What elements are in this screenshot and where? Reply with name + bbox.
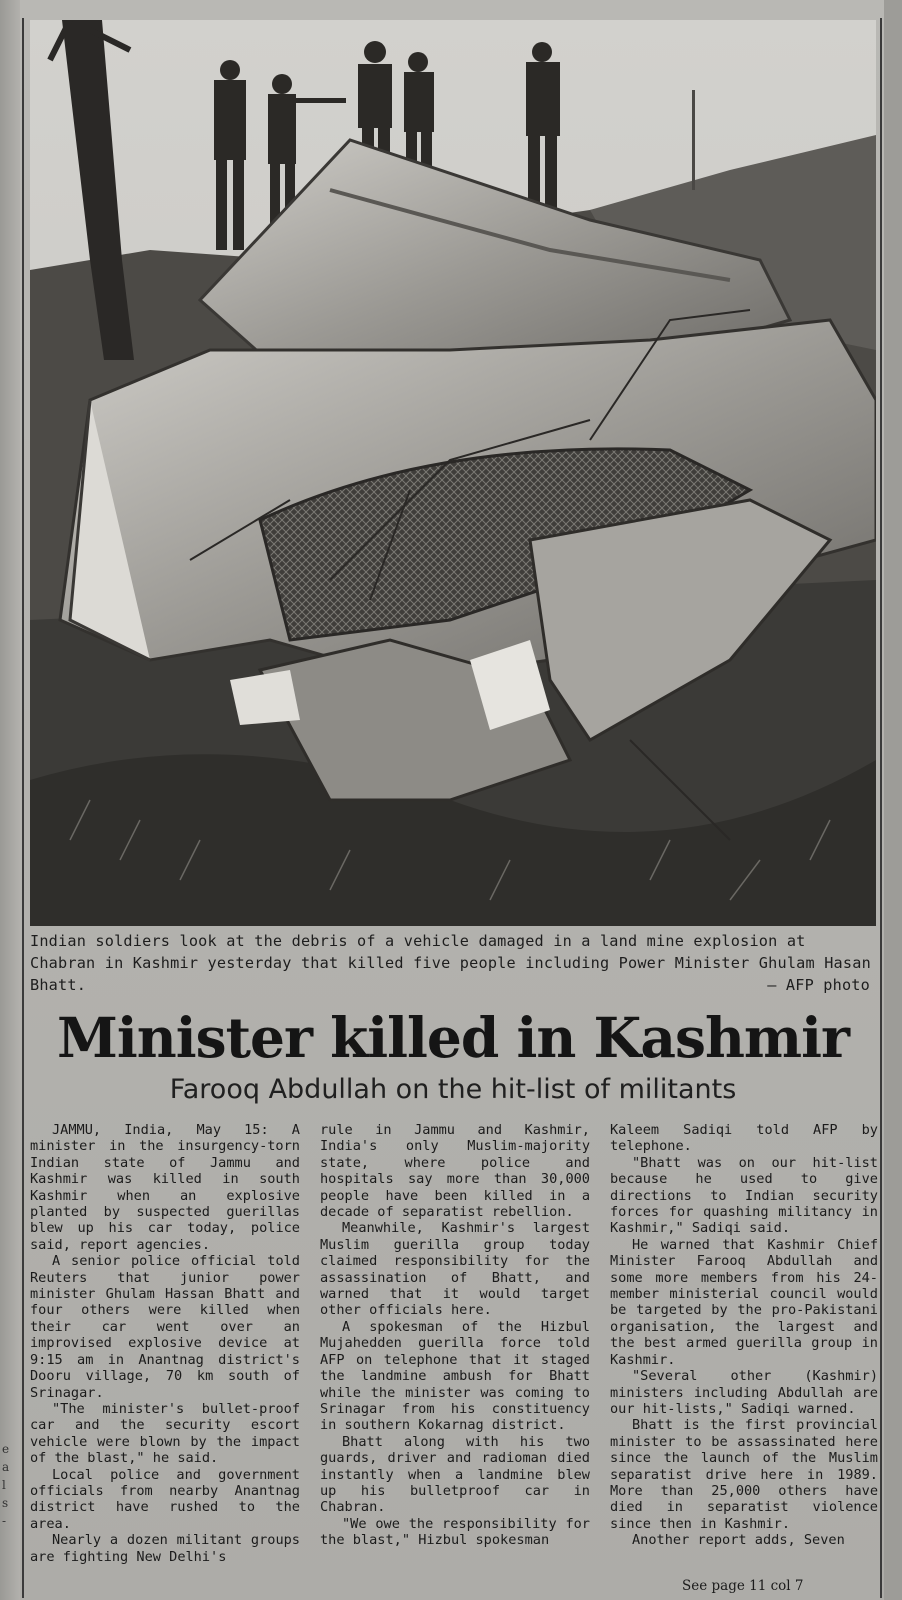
adjacent-page-edge — [0, 0, 20, 1600]
paragraph: Nearly a dozen militant groups are fighting New Delhi's — [30, 1532, 300, 1565]
photo-credit: — AFP photo — [767, 976, 870, 994]
edge-letter: l — [2, 1478, 6, 1492]
paragraph: JAMMU, India, May 15: A minister in the insurgency-torn Indian state of Jammu and Kashmir was killed in south Kashmir when an explosive planted by suspected guerillas blew up his car today, police said, report agencies. — [30, 1122, 300, 1253]
edge-letter: s — [2, 1496, 9, 1510]
edge-letter: - — [2, 1514, 7, 1528]
news-photo — [30, 20, 876, 926]
paragraph: A spokesman of the Hizbul Mujahedden guerilla force told AFP on telephone that it staged the landmine ambush for Bhatt while the minister was coming to Srinagar from his constituency in southern Kokarnag district. — [320, 1318, 590, 1434]
article-column-2 — [320, 1122, 590, 1549]
subheadline: Farooq Abdullah on the hit-list of militants — [169, 1074, 737, 1105]
article-column-3 — [610, 1122, 878, 1549]
caption-text: Indian soldiers look at the debris of a vehicle damaged in a land mine explosion at Chabran in Kashmir yesterday that killed five people including Power Minister Ghulam Hasan Bhatt. — [30, 932, 871, 994]
paragraph: Bhatt along with his two guards, driver and radioman died instantly when a landmine blew up his bulletproof car in Chabran. — [320, 1433, 590, 1516]
column-rule-left — [22, 18, 24, 1598]
paragraph: Another report adds, Seven — [632, 1532, 845, 1549]
edge-letter: a — [2, 1460, 10, 1474]
photo-caption — [30, 930, 876, 996]
paragraph: "Several other (Kashmir) ministers including Abdullah are our hit-lists," Sadiqi warned. — [610, 1368, 878, 1417]
headline: Minister killed in Kashmir — [56, 1005, 850, 1070]
paragraph: Kaleem Sadiqi told AFP by telephone. — [610, 1122, 878, 1155]
paragraph: He warned that Kashmir Chief Minister Farooq Abdullah and some more members from his 24-member ministerial council would be targeted by the pro-Pakistani organisation, the largest and the best armed guerilla group in Kashmir. — [610, 1236, 878, 1368]
adjacent-page-letters — [2, 1440, 16, 1530]
column-rule-right — [880, 18, 882, 1598]
article-column-1 — [30, 1122, 300, 1565]
paragraph: Bhatt is the first provincial minister to be assassinated here since the launch of the Muslim separatist drive here in 1989. More than 25,000 others have died in separatist violence since then in Kashmir. — [610, 1417, 878, 1532]
continuation-note[interactable]: See page 11 col 7 — [682, 1578, 804, 1594]
paragraph: Meanwhile, Kashmir's largest Muslim guerilla group today claimed responsibility for the assassination of Bhatt, and warned that it would target other officials here. — [320, 1220, 590, 1319]
paragraph: Local police and government officials from nearby Anantnag district have rushed to the area. — [30, 1466, 300, 1532]
wreckage-photo-illustration — [30, 20, 876, 926]
paragraph: "The minister's bullet-proof car and the security escort vehicle were blown by the impact of the blast," he said. — [30, 1400, 300, 1467]
paragraph: "We owe the responsibility for the blast," Hizbul spokesman — [320, 1515, 590, 1549]
paragraph: rule in Jammu and Kashmir, India's only Muslim-majority state, where police and hospitals say more than 30,000 people have been killed in a decade of separatist rebellion. — [320, 1122, 590, 1221]
page-edge-right — [884, 0, 902, 1600]
edge-letter: e — [2, 1442, 10, 1456]
paragraph: A senior police official told Reuters that junior power minister Ghulam Hassan Bhatt and four others were killed when their car went over an improvised explosive device at 9:15 am in Anantnag district's Dooru village, 70 km south of Srinagar. — [30, 1253, 300, 1401]
paragraph: "Bhatt was on our hit-list because he used to give directions to Indian security forces for quashing militancy in Kashmir," Sadiqi said. — [610, 1154, 878, 1237]
